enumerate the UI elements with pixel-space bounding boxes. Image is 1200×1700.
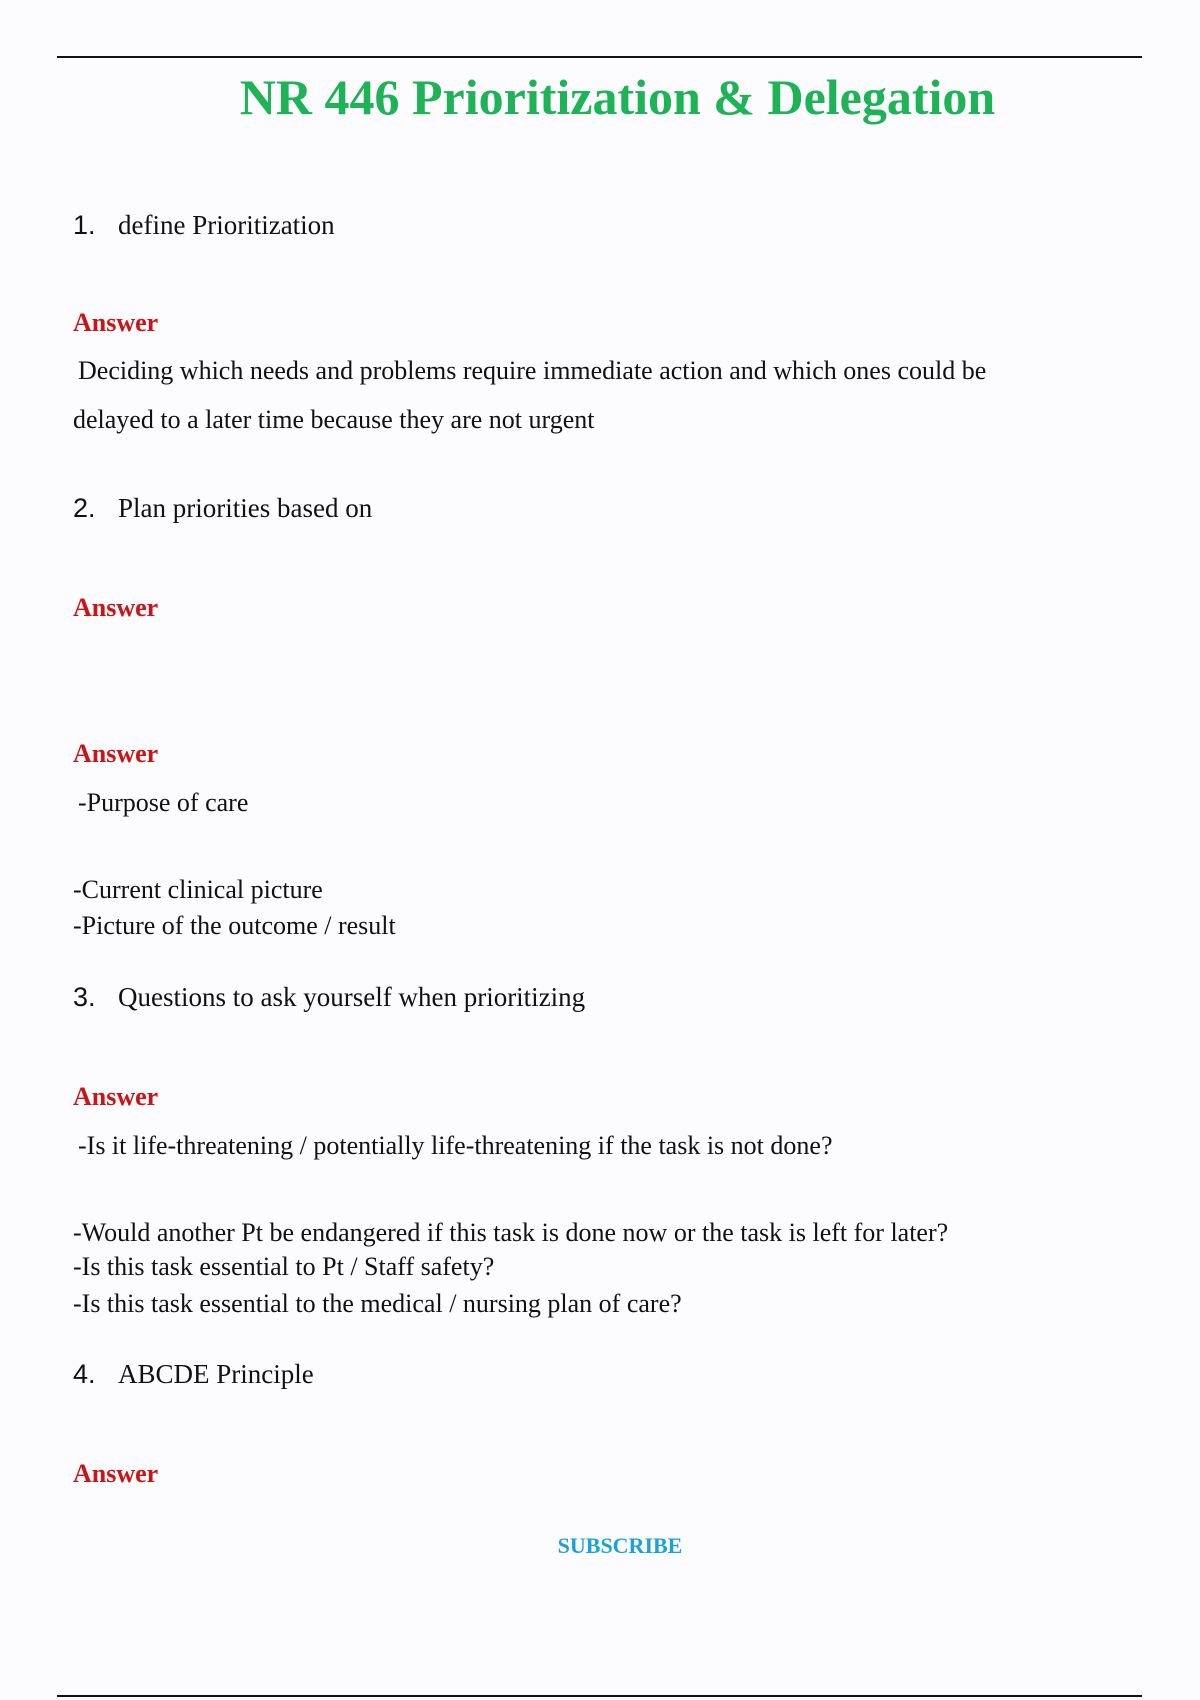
question-number: 2.	[73, 493, 96, 523]
answer-label: Answer	[73, 1459, 159, 1488]
question-number: 3.	[73, 982, 96, 1012]
answer-line: -Is it life-threatening / potentially life-threatening if the task is not done?	[78, 1131, 833, 1160]
answer-line: delayed to a later time because they are not urgent	[73, 405, 595, 434]
page-title: NR 446 Prioritization & Delegation	[239, 69, 996, 125]
question-number: 1.	[73, 210, 96, 240]
answer-label: Answer	[73, 593, 159, 622]
question-number: 4.	[73, 1359, 96, 1389]
answer-line: -Picture of the outcome / result	[73, 911, 396, 940]
answer-line: -Is this task essential to Pt / Staff safety?	[73, 1252, 495, 1281]
question-text: Questions to ask yourself when prioritizing	[118, 982, 586, 1012]
answer-line: Deciding which needs and problems require immediate action and which ones could be	[78, 356, 987, 385]
subscribe-link[interactable]: SUBSCRIBE	[557, 1533, 683, 1558]
answer-label: Answer	[73, 308, 159, 337]
top-rule	[57, 56, 1142, 58]
bottom-rule	[57, 1695, 1142, 1697]
answer-line: -Purpose of care	[78, 788, 249, 817]
answer-label: Answer	[73, 739, 159, 768]
question-text: Plan priorities based on	[118, 493, 373, 523]
answer-line: -Would another Pt be endangered if this task is done now or the task is left for later?	[73, 1218, 949, 1247]
answer-line: -Current clinical picture	[73, 875, 323, 904]
question-text: ABCDE Principle	[118, 1359, 314, 1389]
answer-label: Answer	[73, 1082, 159, 1111]
answer-line: -Is this task essential to the medical / nursing plan of care?	[73, 1289, 682, 1318]
question-text: define Prioritization	[118, 210, 335, 240]
